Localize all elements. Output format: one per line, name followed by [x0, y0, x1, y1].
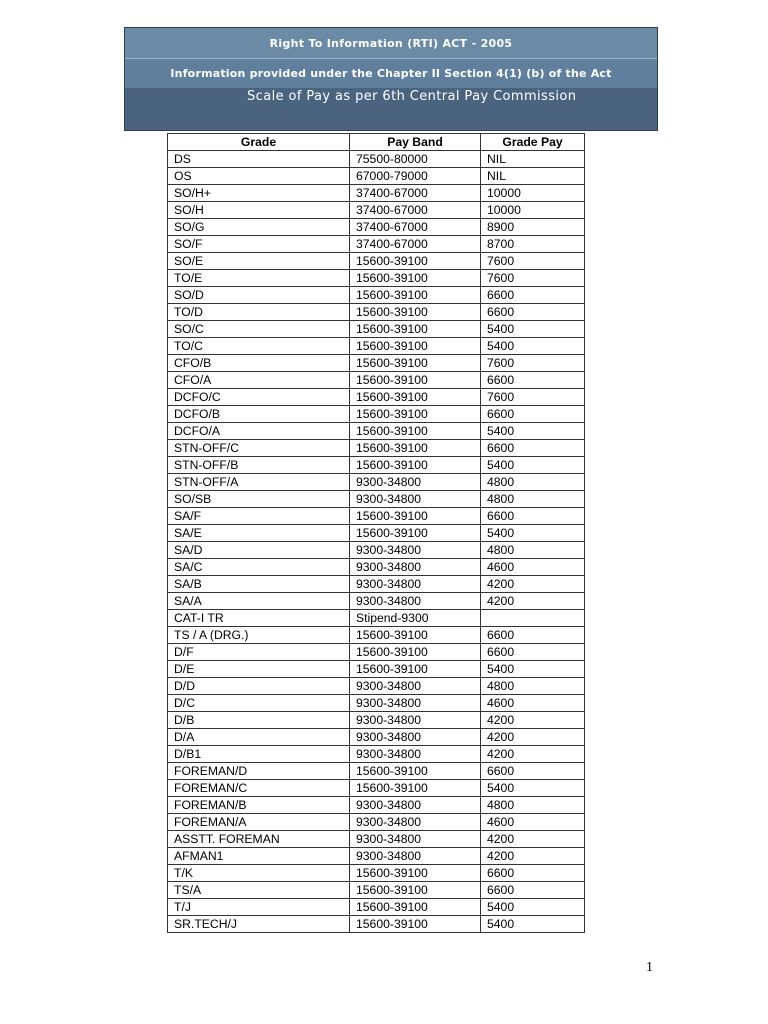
pay-band-cell: 9300-34800: [350, 491, 481, 508]
grade-pay-cell: 4800: [481, 678, 585, 695]
table-row: [168, 559, 585, 576]
pay-band-cell: 15600-39100: [350, 355, 481, 372]
grade-cell: D/F: [168, 644, 350, 661]
grade-pay-cell: NIL: [481, 168, 585, 185]
table-row: [168, 814, 585, 831]
grade-pay-cell: 7600: [481, 253, 585, 270]
pay-band-cell: 37400-67000: [350, 219, 481, 236]
grade-cell: SO/D: [168, 287, 350, 304]
header-title: Right To Information (RTI) ACT - 2005: [125, 28, 657, 59]
grade-cell: TO/D: [168, 304, 350, 321]
grade-cell: FOREMAN/A: [168, 814, 350, 831]
grade-cell: SO/H: [168, 202, 350, 219]
grade-cell: SR.TECH/J: [168, 916, 350, 933]
pay-band-cell: 9300-34800: [350, 814, 481, 831]
grade-pay-cell: NIL: [481, 151, 585, 168]
pay-band-cell: 15600-39100: [350, 372, 481, 389]
grade-cell: AFMAN1: [168, 848, 350, 865]
header-heading: Scale of Pay as per 6th Central Pay Commission: [247, 89, 577, 104]
table-row: [168, 474, 585, 491]
grade-pay-cell: 4200: [481, 729, 585, 746]
table-row: [168, 746, 585, 763]
table-row: [168, 763, 585, 780]
grade-pay-cell: 7600: [481, 355, 585, 372]
grade-cell: TS / A (DRG.): [168, 627, 350, 644]
grade-pay-cell: 6600: [481, 627, 585, 644]
rti-header-banner: [124, 27, 658, 131]
grade-pay-cell: 6600: [481, 763, 585, 780]
grade-pay-cell: 5400: [481, 525, 585, 542]
table-row: [168, 916, 585, 933]
grade-cell: TS/A: [168, 882, 350, 899]
pay-band-cell: 15600-39100: [350, 423, 481, 440]
pay-band-cell: 15600-39100: [350, 780, 481, 797]
pay-band-cell: 9300-34800: [350, 848, 481, 865]
table-row: [168, 219, 585, 236]
grade-cell: T/J: [168, 899, 350, 916]
pay-band-cell: 15600-39100: [350, 525, 481, 542]
grade-pay-cell: 5400: [481, 457, 585, 474]
grade-pay-cell: 4200: [481, 593, 585, 610]
pay-scale-table: [167, 133, 585, 933]
table-row: [168, 576, 585, 593]
grade-pay-cell: 4800: [481, 797, 585, 814]
table-row: [168, 610, 585, 627]
pay-band-cell: 37400-67000: [350, 202, 481, 219]
table-row: [168, 712, 585, 729]
table-row: [168, 406, 585, 423]
grade-cell: D/E: [168, 661, 350, 678]
pay-band-cell: 9300-34800: [350, 797, 481, 814]
grade-cell: D/C: [168, 695, 350, 712]
grade-pay-cell: 6600: [481, 865, 585, 882]
table-row: [168, 321, 585, 338]
pay-band-cell: 15600-39100: [350, 406, 481, 423]
table-row: [168, 151, 585, 168]
grade-cell: STN-OFF/B: [168, 457, 350, 474]
grade-pay-cell: 4200: [481, 712, 585, 729]
grade-cell: STN-OFF/C: [168, 440, 350, 457]
header-subtitle: Information provided under the Chapter II Section 4(1) (b) of the Act: [125, 59, 657, 88]
table-row: [168, 593, 585, 610]
page-number: 1: [646, 960, 653, 975]
grade-pay-cell: 4800: [481, 474, 585, 491]
grade-cell: SA/B: [168, 576, 350, 593]
table-row: [168, 338, 585, 355]
grade-pay-cell: 5400: [481, 661, 585, 678]
grade-pay-cell: 6600: [481, 406, 585, 423]
pay-band-cell: 9300-34800: [350, 576, 481, 593]
grade-pay-cell: 10000: [481, 185, 585, 202]
pay-band-cell: 15600-39100: [350, 389, 481, 406]
table-row: [168, 372, 585, 389]
table-row: [168, 423, 585, 440]
pay-band-cell: 67000-79000: [350, 168, 481, 185]
grade-pay-cell: 4200: [481, 848, 585, 865]
pay-band-cell: 9300-34800: [350, 831, 481, 848]
grade-cell: DCFO/C: [168, 389, 350, 406]
table-row: [168, 270, 585, 287]
pay-band-cell: 15600-39100: [350, 661, 481, 678]
grade-cell: SO/F: [168, 236, 350, 253]
grade-pay-cell: 4200: [481, 831, 585, 848]
grade-pay-cell: 5400: [481, 916, 585, 933]
pay-band-cell: 37400-67000: [350, 185, 481, 202]
table-row: [168, 440, 585, 457]
grade-cell: SO/E: [168, 253, 350, 270]
pay-band-cell: 15600-39100: [350, 644, 481, 661]
grade-cell: SA/C: [168, 559, 350, 576]
grade-cell: CFO/A: [168, 372, 350, 389]
table-row: [168, 168, 585, 185]
table-row: [168, 661, 585, 678]
grade-pay-cell: 5400: [481, 321, 585, 338]
grade-pay-cell: 7600: [481, 270, 585, 287]
pay-band-cell: 15600-39100: [350, 440, 481, 457]
grade-cell: TO/C: [168, 338, 350, 355]
grade-cell: SA/D: [168, 542, 350, 559]
grade-pay-cell: 10000: [481, 202, 585, 219]
pay-band-cell: 15600-39100: [350, 916, 481, 933]
pay-band-cell: 15600-39100: [350, 287, 481, 304]
column-header-grade: Grade: [168, 134, 350, 151]
table-row: [168, 865, 585, 882]
table-row: [168, 678, 585, 695]
grade-cell: SO/C: [168, 321, 350, 338]
pay-band-cell: 9300-34800: [350, 474, 481, 491]
grade-pay-cell: 6600: [481, 372, 585, 389]
table-row: [168, 644, 585, 661]
grade-cell: SA/E: [168, 525, 350, 542]
pay-band-cell: 15600-39100: [350, 763, 481, 780]
grade-pay-cell: 6600: [481, 287, 585, 304]
grade-pay-cell: 4200: [481, 746, 585, 763]
table-row: [168, 202, 585, 219]
table-row: [168, 729, 585, 746]
table-row: [168, 236, 585, 253]
grade-pay-cell: 4600: [481, 814, 585, 831]
table-row: [168, 831, 585, 848]
grade-pay-cell: 5400: [481, 423, 585, 440]
grade-cell: D/B: [168, 712, 350, 729]
pay-band-cell: 15600-39100: [350, 882, 481, 899]
grade-pay-cell: 4800: [481, 542, 585, 559]
grade-pay-cell: 8900: [481, 219, 585, 236]
grade-cell: T/K: [168, 865, 350, 882]
table-row: [168, 185, 585, 202]
table-row: [168, 253, 585, 270]
grade-pay-cell: 7600: [481, 389, 585, 406]
grade-pay-cell: 6600: [481, 644, 585, 661]
grade-pay-cell: 4600: [481, 559, 585, 576]
pay-band-cell: 9300-34800: [350, 729, 481, 746]
grade-pay-cell: 4600: [481, 695, 585, 712]
table-row: [168, 508, 585, 525]
table-body: [168, 151, 585, 933]
pay-band-cell: 15600-39100: [350, 338, 481, 355]
grade-pay-cell: 6600: [481, 508, 585, 525]
grade-cell: SO/H+: [168, 185, 350, 202]
pay-band-cell: 15600-39100: [350, 899, 481, 916]
grade-cell: CFO/B: [168, 355, 350, 372]
grade-cell: SO/SB: [168, 491, 350, 508]
grade-cell: FOREMAN/C: [168, 780, 350, 797]
table-row: [168, 457, 585, 474]
pay-band-cell: 15600-39100: [350, 508, 481, 525]
table-row: [168, 304, 585, 321]
grade-pay-cell: 5400: [481, 780, 585, 797]
pay-band-cell: 15600-39100: [350, 321, 481, 338]
grade-pay-cell: 8700: [481, 236, 585, 253]
pay-band-cell: 15600-39100: [350, 304, 481, 321]
pay-band-cell: 15600-39100: [350, 253, 481, 270]
pay-band-cell: 15600-39100: [350, 457, 481, 474]
grade-pay-cell: 4200: [481, 576, 585, 593]
grade-pay-cell: [481, 610, 585, 627]
table-row: [168, 491, 585, 508]
table-row: [168, 627, 585, 644]
grade-cell: D/A: [168, 729, 350, 746]
pay-band-cell: 37400-67000: [350, 236, 481, 253]
pay-band-cell: 9300-34800: [350, 746, 481, 763]
pay-band-cell: 9300-34800: [350, 712, 481, 729]
pay-band-cell: 9300-34800: [350, 559, 481, 576]
pay-band-cell: 15600-39100: [350, 865, 481, 882]
column-header-grade-pay: Grade Pay: [481, 134, 585, 151]
table-row: [168, 797, 585, 814]
table-row: [168, 389, 585, 406]
table-row: [168, 899, 585, 916]
column-header-pay-band: Pay Band: [350, 134, 481, 151]
grade-cell: D/B1: [168, 746, 350, 763]
grade-cell: TO/E: [168, 270, 350, 287]
grade-cell: FOREMAN/B: [168, 797, 350, 814]
pay-band-cell: 9300-34800: [350, 542, 481, 559]
pay-band-cell: 15600-39100: [350, 627, 481, 644]
pay-band-cell: 75500-80000: [350, 151, 481, 168]
grade-cell: STN-OFF/A: [168, 474, 350, 491]
pay-band-cell: 9300-34800: [350, 678, 481, 695]
grade-cell: DCFO/A: [168, 423, 350, 440]
grade-cell: FOREMAN/D: [168, 763, 350, 780]
grade-cell: SA/F: [168, 508, 350, 525]
grade-cell: SA/A: [168, 593, 350, 610]
pay-band-cell: 9300-34800: [350, 695, 481, 712]
grade-pay-cell: 5400: [481, 338, 585, 355]
table-row: [168, 882, 585, 899]
pay-band-cell: 9300-34800: [350, 593, 481, 610]
grade-cell: OS: [168, 168, 350, 185]
table-header-row: [168, 134, 585, 151]
grade-pay-cell: 5400: [481, 899, 585, 916]
grade-pay-cell: 6600: [481, 440, 585, 457]
grade-cell: DCFO/B: [168, 406, 350, 423]
table-row: [168, 542, 585, 559]
grade-pay-cell: 4800: [481, 491, 585, 508]
pay-band-cell: Stipend-9300: [350, 610, 481, 627]
grade-cell: ASSTT. FOREMAN: [168, 831, 350, 848]
grade-cell: SO/G: [168, 219, 350, 236]
grade-pay-cell: 6600: [481, 882, 585, 899]
table-row: [168, 848, 585, 865]
grade-cell: CAT-I TR: [168, 610, 350, 627]
grade-cell: DS: [168, 151, 350, 168]
table-row: [168, 780, 585, 797]
table-row: [168, 287, 585, 304]
table-row: [168, 525, 585, 542]
grade-pay-cell: 6600: [481, 304, 585, 321]
pay-band-cell: 15600-39100: [350, 270, 481, 287]
table-row: [168, 355, 585, 372]
grade-cell: D/D: [168, 678, 350, 695]
table-row: [168, 695, 585, 712]
